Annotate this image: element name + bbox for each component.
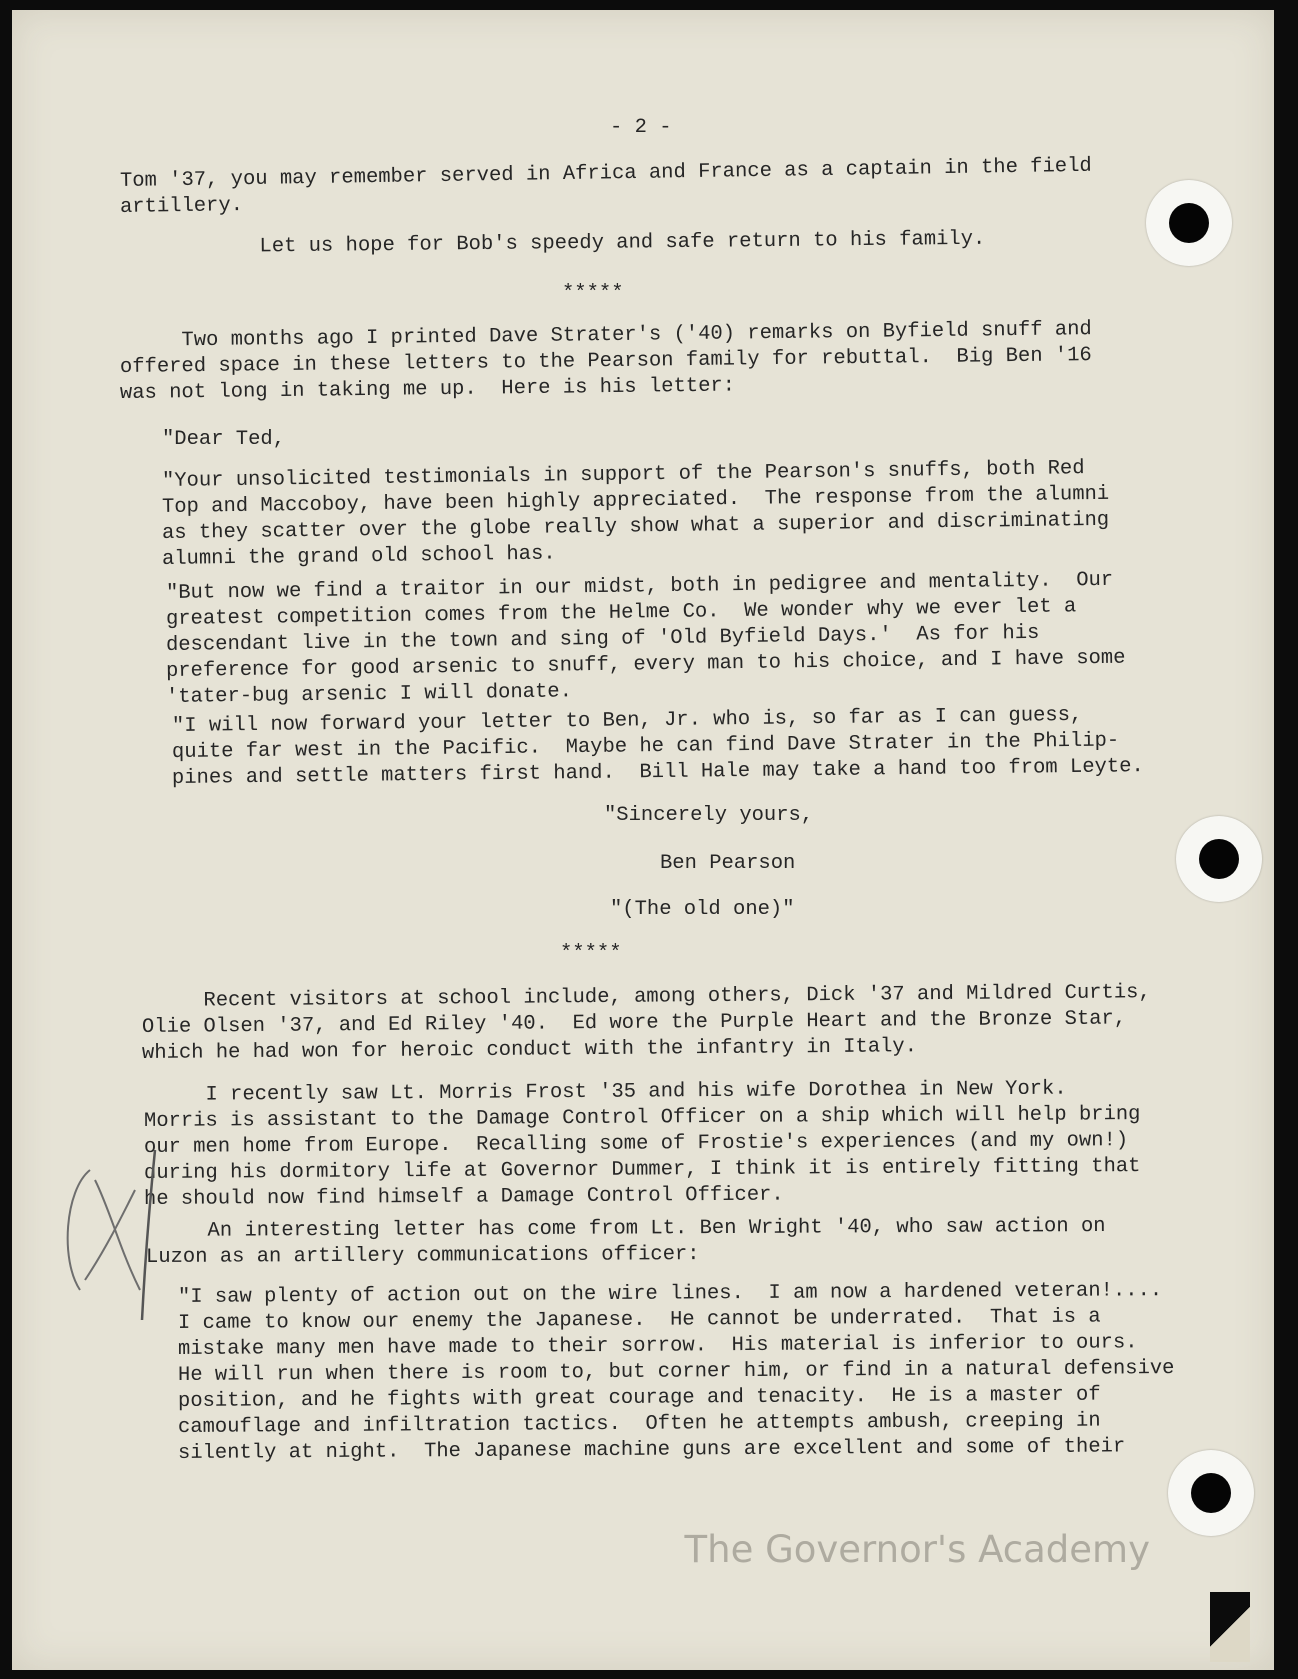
text-line: ***** [562, 282, 624, 305]
text-line: greatest competition comes from the Helme Co. We wonder why we ever let a [165, 595, 1077, 631]
text-line: I recently saw Lt. Morris Frost '35 and his wife Dorothea in New York. [143, 1077, 1067, 1107]
text-line: alumni the grand old school has. [161, 542, 556, 571]
text-line: Recent visitors at school include, among others, Dick '37 and Mildred Curtis, [141, 981, 1151, 1013]
text-line: ***** [560, 942, 622, 965]
text-line: he should now find himself a Damage Control Officer. [143, 1183, 784, 1211]
text-line: quite far west in the Pacific. Maybe he can find Dave Strater in the Philip- [171, 729, 1120, 764]
punch-hole [1146, 180, 1232, 266]
text-line: as they scatter over the globe really show what a superior and discriminating [161, 508, 1110, 545]
text-line: Olie Olsen '37, and Ed Riley '40. Ed wore the Purple Heart and the Bronze Star, [141, 1007, 1127, 1039]
text-line: camouflage and infiltration tactics. Often he attempts ambush, creeping in [177, 1409, 1101, 1439]
text-line: preference for good arsenic to snuff, every man to his choice, and I have some [165, 646, 1126, 683]
text-line: "Sincerely yours, [604, 804, 814, 827]
text-line: silently at night. The Japanese machine guns are excellent and some of their [177, 1435, 1126, 1465]
text-line: Tom '37, you may remember served in Africa and France as a captain in the field [119, 154, 1092, 193]
text-line: pines and settle matters first hand. Bill Hale may take a hand too from Leyte. [171, 755, 1144, 790]
punch-hole [1176, 816, 1262, 902]
text-line: was not long in taking me up. Here is his letter: [119, 374, 736, 405]
text-line: mistake many men have made to their sorrow. His material is inferior to ours. [177, 1331, 1138, 1361]
document-page [12, 10, 1274, 1670]
torn-corner [1210, 1592, 1250, 1662]
text-line: An interesting letter has come from Lt. Ben Wright '40, who saw action on [145, 1214, 1106, 1243]
text-line: I came to know our enemy the Japanese. He cannot be underrated. That is a [177, 1305, 1101, 1335]
text-line: "Your unsolicited testimonials in support of the Pearson's snuffs, both Red [161, 457, 1085, 493]
text-line: "(The old one)" [610, 898, 795, 921]
text-line: "But now we find a traitor in our midst, both in pedigree and mentality. Our [165, 568, 1114, 605]
text-line: Let us hope for Bob's speedy and safe return to his family. [197, 227, 986, 259]
text-line: descendant live in the town and sing of 'Old Byfield Days.' As for his [165, 621, 1040, 657]
text-line: He will run when there is room to, but corner him, or find in a natural defensive [177, 1357, 1175, 1387]
text-line: artillery. [119, 194, 244, 219]
text-line: Morris is assistant to the Damage Control Officer on a ship which will help bring [143, 1103, 1141, 1133]
text-line: which he had won for heroic conduct with the infantry in Italy. [141, 1035, 918, 1065]
text-line: Top and Maccoboy, have been highly appreciated. The response from the alumni [161, 482, 1110, 519]
text-line: Ben Pearson [660, 852, 796, 875]
text-line: 'tater-bug arsenic I will donate. [165, 680, 573, 709]
handwritten-x-mark [60, 1150, 170, 1320]
text-line: our men home from Europe. Recalling some of Frostie's experiences (and my own!) [143, 1129, 1129, 1159]
text-line: Two months ago I printed Dave Strater's ('40) remarks on Byfield snuff and [119, 318, 1092, 353]
text-line: Luzon as an artillery communications officer: [145, 1243, 700, 1269]
text-line: during his dormitory life at Governor Dummer, I think it is entirely fitting that [143, 1155, 1141, 1185]
typed-letter-page [12, 10, 1274, 1670]
watermark: The Governor's Academy [684, 1528, 1150, 1571]
text-line: position, and he fights with great courage and tenacity. He is a master of [177, 1383, 1101, 1413]
page-number: - 2 - [610, 116, 672, 139]
punch-hole [1168, 1450, 1254, 1536]
text-line: "Dear Ted, [162, 428, 286, 451]
text-line: offered space in these letters to the Pearson family for rebuttal. Big Ben '16 [119, 344, 1092, 379]
text-line: "I saw plenty of action out on the wire lines. I am now a hardened veteran!.... [177, 1279, 1163, 1309]
text-line: "I will now forward your letter to Ben, Jr. who is, so far as I can guess, [171, 703, 1083, 738]
